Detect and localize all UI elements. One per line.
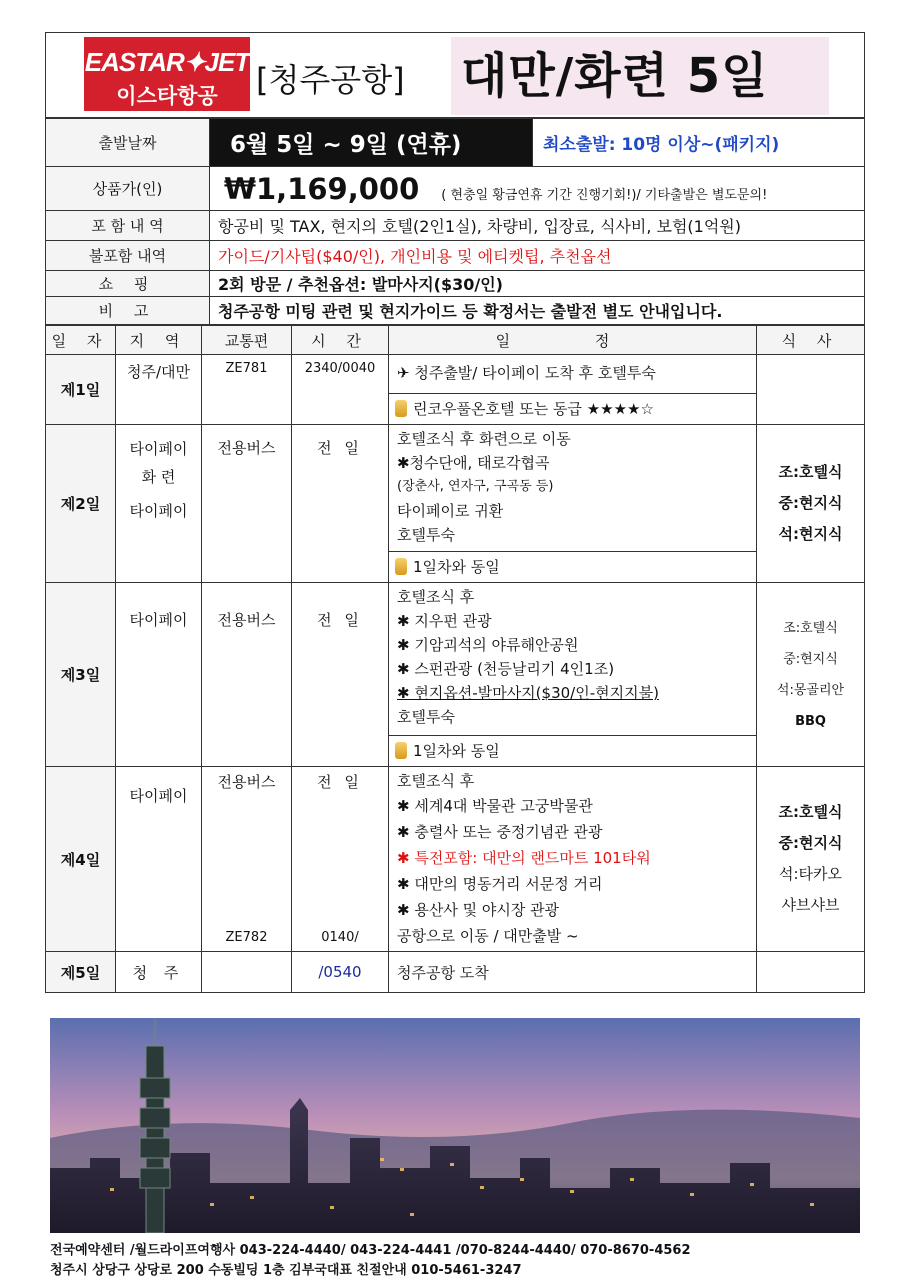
col-plan: 일 정 [389, 326, 757, 355]
itinerary-header [46, 326, 865, 355]
time: 2340/0040 [292, 355, 389, 425]
eastar-jet-logo: EASTAR✦JET 이스타항공 [84, 37, 250, 111]
meal-cell [757, 952, 865, 993]
plan-cell: 호텔조식 후 화련으로 이동 ✱청수단애, 태로각협곡 (장춘사, 연자구, 구곡동 등) 타이페이로 귀환 호텔투숙 1일차와 동일 [389, 425, 757, 583]
hotel-icon [395, 400, 407, 417]
day-label: 제3일 [46, 583, 116, 767]
plan-cell [389, 355, 757, 425]
region: 타이페이 [116, 583, 202, 767]
plan-cell: 호텔조식 후 ✱ 세계4대 박물관 고궁박물관 ✱ 충렬사 또는 중정기념관 관광 ✱ 특전포함: 대만의 랜드마트 101타워 ✱ 대만의 명동거리 서문정 거리 ✱ 용산사 및 야시장 관광 공항으로 이동 / 대만출발 ~ [389, 767, 757, 952]
hotel-icon [395, 558, 407, 575]
plan-line: ✈ 청주출발/ 타이페이 도착 후 호텔투숙 [397, 364, 656, 382]
day-row [46, 425, 865, 583]
region: 청주/대만 [116, 355, 202, 425]
day-label: 제5일 [46, 952, 116, 993]
day-label: 제1일 [46, 355, 116, 425]
region: 청 주 [116, 952, 202, 993]
col-meal: 식 사 [757, 326, 865, 355]
note-value: 청주공항 미팅 관련 및 현지가이드 등 확정서는 출발전 별도 안내입니다. [210, 297, 865, 325]
flyer-header [45, 32, 865, 118]
hotel-line: 린코우풀온호텔 또는 동급 ★★★★☆ [389, 393, 756, 424]
note-label: 비 고 [46, 297, 210, 325]
day-row [46, 355, 865, 425]
exclude-value: 가이드/기사팁($40/인), 개인비용 및 에티켓팁, 추천옵션 [210, 241, 865, 271]
taipei-skyline-photo [50, 1018, 860, 1233]
footer-line-2: 청주시 상당구 상당로 200 수동빌딩 1층 김부국대표 친절안내 010-5461-3247 [50, 1263, 522, 1278]
price-cell [210, 167, 865, 211]
day-label: 제4일 [46, 767, 116, 952]
departure-airport: [청주공항] [256, 61, 405, 99]
hotel-line: 1일차와 동일 [389, 551, 756, 582]
depart-label: 출발날짜 [46, 119, 210, 167]
price-note: ( 현충일 황금연휴 기간 진행기회!)/ 기타출발은 별도문의! [441, 187, 768, 203]
transport: 전용버스 [202, 425, 292, 583]
transport [202, 952, 292, 993]
col-day: 일 자 [46, 326, 116, 355]
time: /0540 [292, 952, 389, 993]
day-label: 제2일 [46, 425, 116, 583]
plan-cell: 호텔조식 후 ✱ 지우펀 관광 ✱ 기암괴석의 야류해안공원 ✱ 스펀관광 (천등날리기 4인1조) ✱ 현지옵션-발마사지($30/인-현지지불) 호텔투숙 1일차와 동일 [389, 583, 757, 767]
time: 전 일 [292, 425, 389, 583]
itinerary-table [45, 325, 865, 993]
min-people: 최소출발: 10명 이상~(패키지) [533, 119, 865, 167]
tour-flyer [45, 32, 865, 993]
hotel-line: 1일차와 동일 [389, 735, 756, 766]
transport: 전용버스 ZE782 [202, 767, 292, 952]
include-value: 항공비 및 TAX, 현지의 호텔(2인1실), 차량비, 입장료, 식사비, 보험(1억원) [210, 211, 865, 241]
col-time: 시 간 [292, 326, 389, 355]
meal-cell: 조:호텔식 중:현지식 석:현지식 [757, 425, 865, 583]
price-label: 상품가(인) [46, 167, 210, 211]
day-row [46, 952, 865, 993]
hotel-icon [395, 742, 407, 759]
footer-line-1: 전국예약센터 /월드라이프여행사 043-224-4440/ 043-224-4441 /070-8244-4440/ 070-8670-4562 [50, 1243, 691, 1258]
time: 전 일 0140/ [292, 767, 389, 952]
region: 타이페이 화 련 타이페이 [116, 425, 202, 583]
col-region: 지 역 [116, 326, 202, 355]
tour-info-table [45, 118, 865, 325]
col-transport: 교통편 [202, 326, 292, 355]
transport: 전용버스 [202, 583, 292, 767]
shop-label: 쇼 핑 [46, 271, 210, 297]
transport: ZE781 [202, 355, 292, 425]
contact-footer [50, 1241, 691, 1281]
depart-dates: 6월 5일 ~ 9일 (연휴) [210, 119, 533, 167]
shop-value: 2회 방문 / 추천옵션: 발마사지($30/인) [210, 271, 865, 297]
region: 타이페이 [116, 767, 202, 952]
day-row [46, 583, 865, 767]
tour-title: 대만/화련 5일 [451, 37, 829, 115]
time: 전 일 [292, 583, 389, 767]
include-label: 포 함 내 역 [46, 211, 210, 241]
meal-cell: 조:호텔식 중:현지식 석:타카오 샤브샤브 [757, 767, 865, 952]
day-row [46, 767, 865, 952]
plan-line: 청주공항 도착 [389, 952, 757, 993]
price-value: ₩1,169,000 [224, 171, 420, 206]
meal-cell [757, 355, 865, 425]
meal-cell: 조:호텔식 중:현지식 석:몽골리안 BBQ [757, 583, 865, 767]
exclude-label: 불포함 내역 [46, 241, 210, 271]
